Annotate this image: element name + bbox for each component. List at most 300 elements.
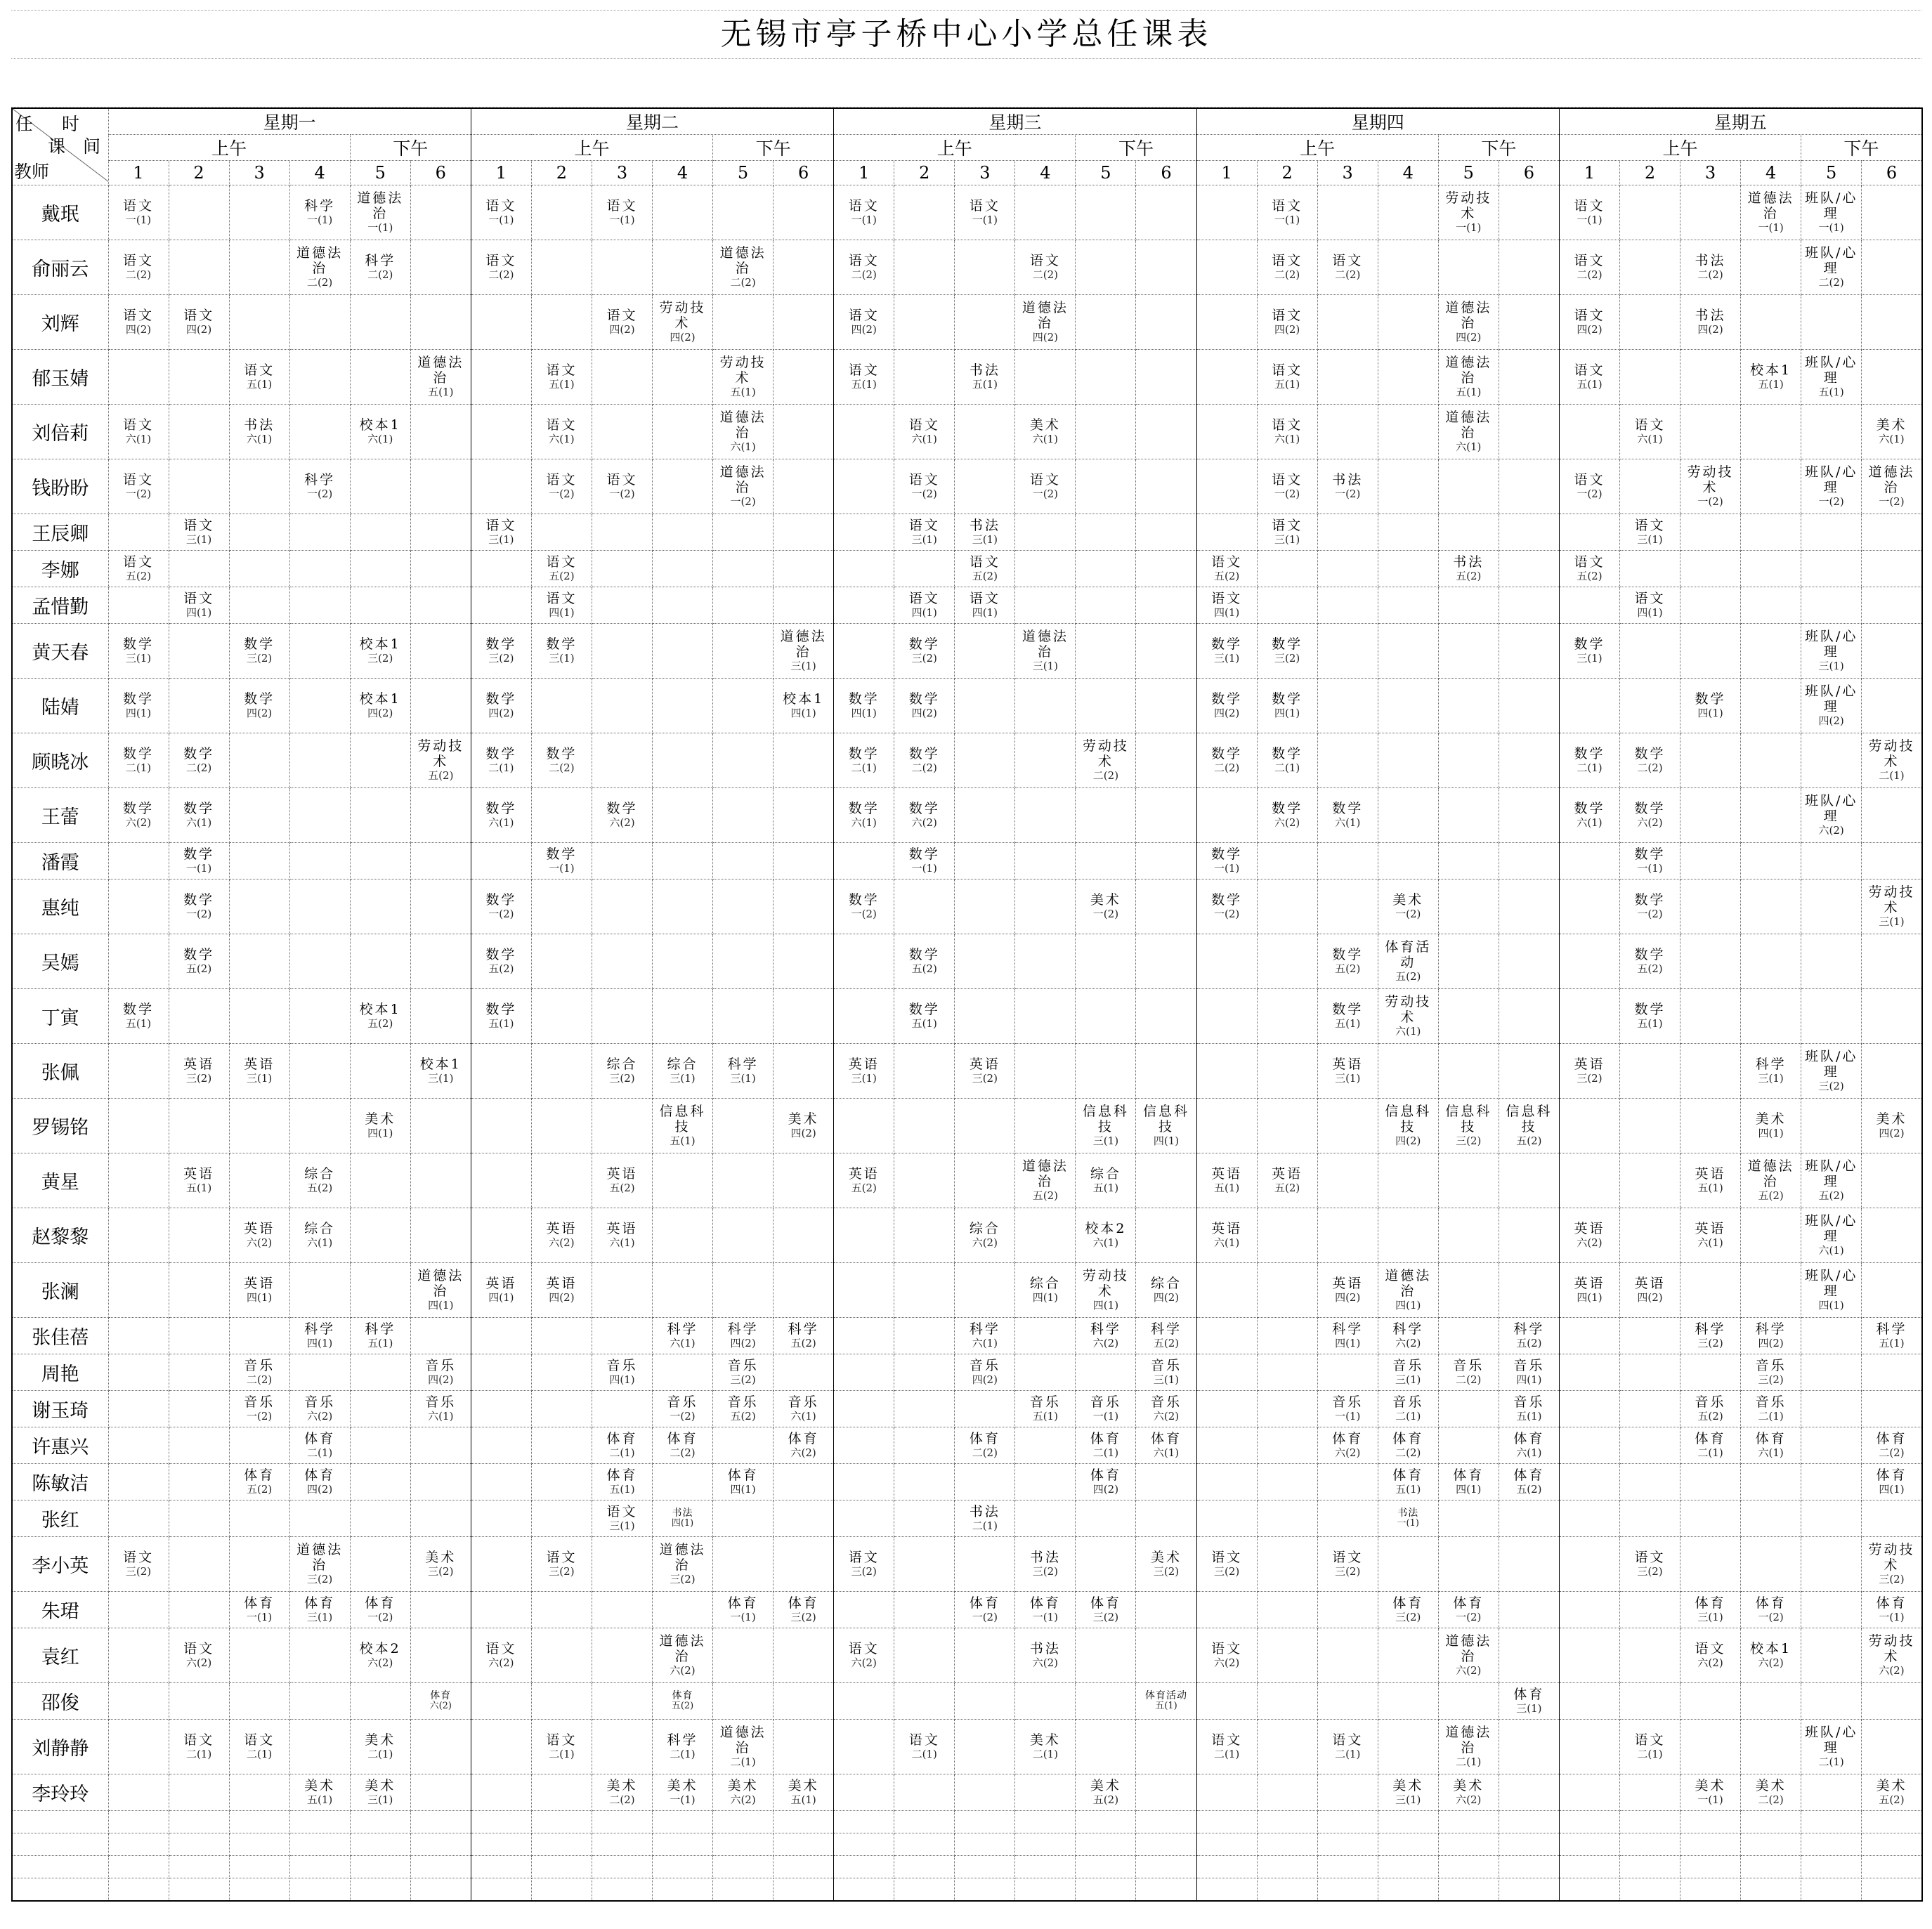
schedule-cell [834, 1263, 894, 1318]
afternoon-header: 下午 [1801, 135, 1922, 161]
schedule-cell [1741, 1628, 1801, 1683]
subject-label: 语文 [606, 307, 638, 323]
schedule-cell [350, 295, 410, 350]
schedule-cell [1015, 679, 1076, 733]
period-header: 5 [713, 161, 774, 185]
schedule-cell [834, 1391, 894, 1427]
class-label: 二(2) [1818, 275, 1844, 289]
schedule-cell [592, 1464, 652, 1500]
schedule-cell [229, 1153, 289, 1208]
schedule-cell [592, 1263, 652, 1318]
class-label: 四(1) [1153, 1134, 1180, 1147]
class-label: 六(1) [609, 1236, 635, 1249]
class-label: 六(1) [1456, 440, 1482, 453]
class-label: 二(2) [1274, 268, 1300, 281]
subject-label: 语文 [546, 1732, 577, 1748]
subject-label: 数学 [183, 846, 215, 862]
schedule-cell [1862, 1208, 1922, 1263]
schedule-cell [1680, 1592, 1741, 1628]
schedule-cell [955, 551, 1015, 587]
schedule-cell [834, 679, 894, 733]
schedule-cell [1438, 1099, 1499, 1153]
class-label: 三(2) [185, 1071, 212, 1085]
schedule-cell [410, 587, 471, 624]
class-label: 五(1) [1697, 1181, 1723, 1194]
schedule-cell [1680, 843, 1741, 880]
subject-label: 英语 [606, 1165, 638, 1182]
schedule-cell [1559, 1683, 1619, 1720]
schedule-cell [1076, 989, 1136, 1044]
teacher-row [12, 295, 1922, 350]
class-label: 四(1) [185, 606, 212, 619]
schedule-cell [531, 1263, 592, 1318]
schedule-cell [713, 1592, 774, 1628]
subject-label: 道德法治 [719, 1725, 766, 1755]
empty-cell [894, 1833, 955, 1856]
schedule-cell [1559, 1464, 1619, 1500]
empty-cell [1862, 1811, 1922, 1833]
schedule-cell [531, 587, 592, 624]
schedule-cell [1619, 1720, 1680, 1774]
schedule-cell [894, 733, 955, 788]
schedule-cell [774, 1318, 834, 1354]
schedule-cell [1741, 1044, 1801, 1099]
subject-label: 美术 [1876, 1111, 1907, 1127]
empty-cell [1015, 1833, 1076, 1856]
schedule-cell [531, 551, 592, 587]
class-label: 四(2) [1456, 330, 1482, 344]
subject-label: 道德法治 [1445, 355, 1492, 386]
class-label: 五(1) [1637, 1016, 1663, 1030]
schedule-cell [955, 1354, 1015, 1391]
schedule-cell [1680, 1044, 1741, 1099]
corner-cell [12, 108, 108, 185]
schedule-cell [410, 624, 471, 679]
schedule-cell [229, 1427, 289, 1464]
class-label: 三(2) [549, 1564, 575, 1578]
schedule-cell [1196, 1318, 1257, 1354]
schedule-cell [471, 733, 531, 788]
schedule-cell [592, 624, 652, 679]
subject-label: 体育 [1453, 1467, 1484, 1483]
schedule-cell [653, 1683, 713, 1720]
schedule-cell [1801, 880, 1862, 934]
schedule-cell [471, 1153, 531, 1208]
subject-label: 数学 [908, 691, 940, 707]
schedule-cell [1619, 1354, 1680, 1391]
class-label: 六(1) [1153, 1446, 1180, 1459]
subject-label: 道德法治 [659, 1542, 706, 1573]
class-label: 一(1) [367, 221, 393, 234]
class-label: 五(1) [1213, 1181, 1240, 1194]
class-label: 四(1) [851, 706, 877, 719]
period-header: 2 [169, 161, 229, 185]
schedule-cell [1862, 1354, 1922, 1391]
schedule-cell [531, 1683, 592, 1720]
class-label: 六(2) [1697, 1656, 1723, 1669]
class-label: 三(1) [1637, 532, 1663, 546]
class-label: 二(2) [1637, 761, 1663, 774]
schedule-cell [1196, 295, 1257, 350]
schedule-cell [894, 1592, 955, 1628]
schedule-cell [713, 1391, 774, 1427]
schedule-cell [955, 459, 1015, 514]
empty-cell [471, 1878, 531, 1901]
subject-label: 音乐 [788, 1394, 819, 1410]
schedule-cell [1619, 1044, 1680, 1099]
schedule-cell [410, 788, 471, 843]
schedule-cell [1862, 1099, 1922, 1153]
schedule-cell [1801, 1683, 1862, 1720]
class-label: 五(2) [911, 962, 937, 975]
schedule-cell [1862, 350, 1922, 405]
teacher-row [12, 1318, 1922, 1354]
subject-label: 语文 [848, 1549, 880, 1565]
subject-label: 劳动技术 [659, 300, 706, 331]
subject-label: 体育 [1090, 1430, 1121, 1446]
schedule-cell [1619, 1208, 1680, 1263]
schedule-cell [1680, 1153, 1741, 1208]
schedule-cell [1076, 240, 1136, 295]
schedule-cell [713, 350, 774, 405]
schedule-cell [1317, 1153, 1378, 1208]
schedule-cell [1862, 1774, 1922, 1811]
subject-label: 班队/心理 [1804, 1049, 1858, 1080]
period-header: 3 [592, 161, 652, 185]
schedule-cell [653, 1318, 713, 1354]
class-label: 五(2) [1274, 1181, 1300, 1194]
schedule-cell [894, 295, 955, 350]
schedule-cell [108, 788, 169, 843]
schedule-cell [592, 934, 652, 989]
subject-label: 语文 [1574, 307, 1605, 323]
empty-cell [592, 1833, 652, 1856]
schedule-cell [169, 934, 229, 989]
schedule-cell [834, 843, 894, 880]
schedule-cell [955, 1099, 1015, 1153]
schedule-cell [1619, 350, 1680, 405]
empty-cell [169, 1856, 229, 1878]
subject-label: 劳动技术 [1868, 1633, 1915, 1664]
class-label: 四(2) [1213, 706, 1240, 719]
subject-label: 数学 [908, 800, 940, 816]
class-label: 五(2) [1153, 1336, 1180, 1349]
schedule-cell [1136, 185, 1196, 240]
class-label: 一(2) [549, 487, 575, 500]
subject-label: 道德法治 [296, 1542, 344, 1573]
schedule-cell [289, 350, 350, 405]
schedule-cell [350, 1044, 410, 1099]
schedule-cell [471, 934, 531, 989]
subject-label: 英语 [1695, 1165, 1726, 1182]
schedule-cell [410, 295, 471, 350]
class-label: 一(2) [609, 487, 635, 500]
subject-label: 数学 [908, 946, 940, 962]
class-label: 五(2) [1818, 1189, 1844, 1202]
schedule-cell [1559, 1500, 1619, 1537]
teacher-row [12, 1044, 1922, 1099]
schedule-cell [774, 1464, 834, 1500]
class-label: 三(2) [1697, 1336, 1723, 1349]
class-label: 五(2) [1032, 1189, 1058, 1202]
schedule-cell [653, 880, 713, 934]
schedule-cell [592, 459, 652, 514]
class-label: 四(2) [972, 1373, 998, 1386]
period-header: 6 [410, 161, 471, 185]
class-label: 五(2) [1697, 1409, 1723, 1423]
class-label: 四(1) [1697, 706, 1723, 719]
schedule-cell [410, 459, 471, 514]
subject-label: 班队/心理 [1804, 1268, 1858, 1299]
empty-cell [1801, 1833, 1862, 1856]
subject-label: 体育 [1876, 1430, 1907, 1446]
class-label: 四(1) [1032, 1290, 1058, 1304]
class-label: 三(1) [246, 1071, 273, 1085]
schedule-cell [834, 240, 894, 295]
teacher-name: 张澜 [12, 1263, 108, 1318]
schedule-cell [1136, 1500, 1196, 1537]
schedule-cell [350, 1208, 410, 1263]
subject-label: 道德法治 [780, 629, 827, 660]
schedule-cell [229, 240, 289, 295]
schedule-cell [1438, 1720, 1499, 1774]
schedule-cell [229, 624, 289, 679]
class-label: 三(1) [911, 532, 937, 546]
schedule-cell [289, 679, 350, 733]
class-label: 三(1) [488, 532, 514, 546]
schedule-cell [1076, 1427, 1136, 1464]
class-label: 一(1) [1697, 1793, 1723, 1806]
class-label: 六(1) [1637, 432, 1663, 445]
schedule-cell [1619, 934, 1680, 989]
blank-row [11, 59, 1921, 107]
schedule-cell [653, 1537, 713, 1592]
schedule-cell [1499, 1044, 1559, 1099]
class-label: 六(2) [1879, 1663, 1905, 1677]
class-label: 五(2) [1335, 962, 1361, 975]
schedule-cell [1136, 1208, 1196, 1263]
empty-cell [592, 1856, 652, 1878]
schedule-cell [531, 1044, 592, 1099]
schedule-cell [1378, 1537, 1438, 1592]
schedule-cell [1499, 624, 1559, 679]
schedule-cell [774, 295, 834, 350]
schedule-cell [289, 1720, 350, 1774]
schedule-cell [169, 1628, 229, 1683]
class-label: 六(1) [1032, 432, 1058, 445]
subject-label: 班队/心理 [1804, 355, 1858, 386]
day-header: 星期五 [1559, 108, 1921, 135]
schedule-cell [834, 459, 894, 514]
schedule-cell [1257, 843, 1317, 880]
class-label: 五(1) [1577, 377, 1603, 391]
schedule-cell [531, 459, 592, 514]
schedule-cell [1196, 1774, 1257, 1811]
schedule-cell [1741, 679, 1801, 733]
schedule-cell [1317, 1427, 1378, 1464]
subject-label: 班队/心理 [1804, 684, 1858, 714]
schedule-cell [1136, 1153, 1196, 1208]
teacher-row [12, 587, 1922, 624]
subject-label: 美术 [606, 1777, 638, 1793]
schedule-cell [1378, 880, 1438, 934]
class-label: 三(1) [972, 532, 998, 546]
subject-label: 数学 [485, 745, 517, 761]
schedule-cell [1741, 551, 1801, 587]
subject-label: 科学 [727, 1056, 759, 1072]
class-label: 三(2) [730, 1373, 756, 1386]
schedule-cell [531, 1464, 592, 1500]
schedule-cell [410, 1044, 471, 1099]
subject-label: 劳动技术 [1082, 1268, 1129, 1299]
schedule-cell [229, 1099, 289, 1153]
schedule-cell [471, 514, 531, 551]
schedule-cell [108, 1537, 169, 1592]
schedule-cell [1619, 1464, 1680, 1500]
subject-label: 综合 [969, 1220, 1000, 1236]
schedule-cell [289, 1683, 350, 1720]
schedule-cell [1196, 551, 1257, 587]
period-header: 4 [289, 161, 350, 185]
subject-label: 语文 [1211, 1640, 1243, 1656]
period-header: 3 [1317, 161, 1378, 185]
schedule-cell [169, 1263, 229, 1318]
class-label: 一(1) [730, 1610, 756, 1623]
schedule-cell [471, 1263, 531, 1318]
schedule-cell [1015, 350, 1076, 405]
class-label: 三(1) [1153, 1373, 1180, 1386]
schedule-cell [774, 934, 834, 989]
schedule-cell [955, 1720, 1015, 1774]
subject-label: 体育 [1513, 1430, 1545, 1446]
class-label: 二(2) [488, 268, 514, 281]
schedule-cell [1317, 989, 1378, 1044]
schedule-cell [229, 1318, 289, 1354]
schedule-cell [531, 350, 592, 405]
schedule-cell [653, 1391, 713, 1427]
empty-cell [289, 1878, 350, 1901]
schedule-cell [1317, 1208, 1378, 1263]
subject-label: 书法 [1397, 1507, 1419, 1519]
period-header: 4 [1015, 161, 1076, 185]
empty-cell [108, 1878, 169, 1901]
schedule-cell [1015, 1537, 1076, 1592]
subject-label: 体育 [1332, 1430, 1364, 1446]
schedule-cell [1438, 1592, 1499, 1628]
subject-label: 数学 [1574, 745, 1605, 761]
schedule-cell [531, 843, 592, 880]
subject-label: 语文 [485, 252, 517, 268]
schedule-cell [471, 1774, 531, 1811]
class-label: 三(1) [1274, 532, 1300, 546]
subject-label: 英语 [1332, 1056, 1364, 1072]
subject-label: 美术 [1090, 1777, 1121, 1793]
subject-label: 数学 [123, 691, 155, 707]
class-label: 六(1) [1213, 1236, 1240, 1249]
subject-label: 科学 [1392, 1321, 1424, 1337]
schedule-cell [894, 624, 955, 679]
schedule-cell [1317, 551, 1378, 587]
empty-cell [1499, 1856, 1559, 1878]
schedule-cell [1257, 1354, 1317, 1391]
schedule-cell [229, 1464, 289, 1500]
subject-label: 语文 [1272, 362, 1303, 378]
teacher-name: 罗锡铭 [12, 1099, 108, 1153]
class-label: 四(2) [1395, 1134, 1421, 1147]
schedule-cell [169, 1774, 229, 1811]
schedule-cell [108, 551, 169, 587]
schedule-cell [1136, 1537, 1196, 1592]
schedule-cell [955, 1153, 1015, 1208]
class-label: 六(2) [1637, 816, 1663, 829]
class-label: 五(2) [1879, 1793, 1905, 1806]
class-label: 四(2) [1879, 1126, 1905, 1139]
class-label: 六(1) [1395, 1024, 1421, 1038]
class-label: 二(2) [367, 268, 393, 281]
subject-label: 语文 [1574, 362, 1605, 378]
schedule-cell [592, 1683, 652, 1720]
schedule-cell [1862, 624, 1922, 679]
subject-label: 语文 [123, 417, 155, 433]
teacher-name: 郁玉婧 [12, 350, 108, 405]
schedule-cell [1015, 1427, 1076, 1464]
schedule-cell [410, 551, 471, 587]
class-label: 一(2) [1456, 1610, 1482, 1623]
schedule-cell [1862, 989, 1922, 1044]
subject-label: 综合 [606, 1056, 638, 1072]
class-label: 一(1) [1758, 221, 1784, 234]
schedule-cell [894, 880, 955, 934]
class-label: 一(2) [1213, 907, 1240, 920]
schedule-cell [108, 843, 169, 880]
schedule-cell [592, 679, 652, 733]
schedule-cell [894, 514, 955, 551]
schedule-cell [1559, 1537, 1619, 1592]
subject-label: 英语 [1574, 1275, 1605, 1291]
empty-cell [1257, 1833, 1317, 1856]
schedule-cell [713, 679, 774, 733]
schedule-cell [1196, 880, 1257, 934]
schedule-cell [229, 295, 289, 350]
schedule-cell [894, 551, 955, 587]
subject-label: 劳动技术 [1868, 1542, 1915, 1573]
schedule-cell [1559, 1774, 1619, 1811]
schedule-cell [1015, 240, 1076, 295]
period-header: 1 [1196, 161, 1257, 185]
schedule-cell [1076, 1099, 1136, 1153]
class-label: 二(1) [307, 1446, 333, 1459]
class-label: 二(1) [1032, 1747, 1058, 1760]
schedule-cell [894, 240, 955, 295]
schedule-cell [410, 1099, 471, 1153]
class-label: 四(2) [428, 1373, 454, 1386]
class-label: 二(2) [730, 275, 756, 289]
schedule-cell [1136, 1354, 1196, 1391]
schedule-cell [653, 185, 713, 240]
subject-label: 语文 [1211, 554, 1243, 570]
empty-cell [12, 1833, 108, 1856]
schedule-cell [955, 1683, 1015, 1720]
schedule-cell [289, 1774, 350, 1811]
empty-cell [1741, 1856, 1801, 1878]
empty-cell [1438, 1856, 1499, 1878]
schedule-cell [108, 1391, 169, 1427]
subject-label: 体育 [1392, 1430, 1424, 1446]
schedule-cell [653, 551, 713, 587]
schedule-cell [108, 934, 169, 989]
subject-label: 数学 [908, 1001, 940, 1017]
class-label: 六(1) [972, 1336, 998, 1349]
